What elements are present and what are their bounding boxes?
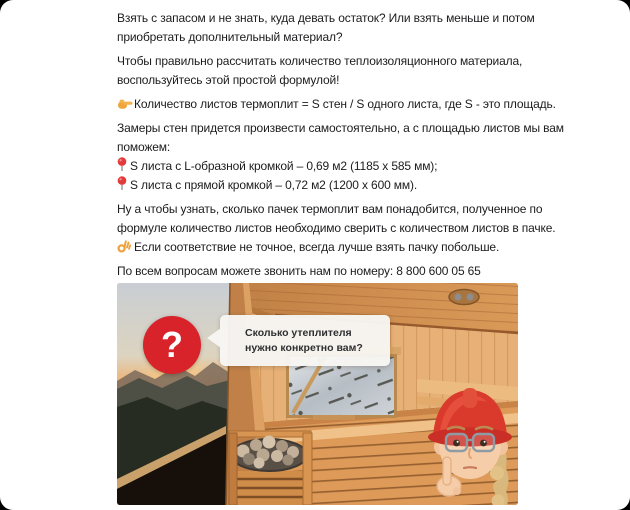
paragraph-formula-intro: [117, 52, 523, 90]
paragraph-measure: [117, 119, 564, 195]
sheet-option: [117, 157, 518, 176]
pointing-right-hand-icon: [117, 97, 133, 110]
question-mark-badge: [143, 316, 201, 374]
sheet-option-text: S листа с L-образной кромкой – 0,69 м2 (1185 x 585 мм);: [130, 159, 438, 173]
sheet-option-text: S листа с прямой кромкой – 0,72 м2 (1200 x 600 мм).: [130, 178, 418, 192]
ceiling-vent: [449, 290, 479, 305]
speech-bubble: [220, 315, 390, 366]
formula-line: [117, 95, 556, 114]
text-line: воспользуйтесь этой простой формулой!: [117, 73, 340, 87]
round-pushpin-icon: [117, 176, 127, 191]
paragraph-intro: [117, 9, 535, 47]
text-line: Взять с запасом и не знать, куда девать остаток? Или взять меньше и потом: [117, 11, 535, 25]
paragraph-formula: [117, 95, 556, 114]
round-pushpin-icon: [117, 157, 127, 172]
ok-hand-icon: [117, 239, 131, 253]
paragraph-packs: [117, 200, 556, 257]
text-line: Замеры стен придется произвести самостоятельно, а с площадью листов мы вам: [117, 121, 564, 135]
text-line: формуле количество листов необходимо сверить с количеством листов в пачке.: [117, 221, 556, 235]
sheet-option: [117, 176, 518, 195]
post-text: [117, 9, 564, 281]
paragraph-contact: [117, 262, 518, 281]
text-line: Чтобы правильно рассчитать количество теплоизоляционного материала,: [117, 54, 523, 68]
advice-text: Если соответствие не точное, всегда лучше взять пачку побольше.: [134, 240, 500, 254]
text-line: поможем:: [117, 140, 171, 154]
advice-line: [117, 238, 518, 257]
contact-line: По всем вопросам можете звонить нам по номеру: 8 800 600 05 65: [117, 264, 481, 278]
speech-bubble-text: Сколько утеплителя нужно конкретно вам?: [245, 327, 363, 354]
question-mark: ?: [161, 324, 183, 365]
formula-text: Количество листов термоплит = S стен / S одного листа, где S - это площадь.: [134, 97, 556, 111]
text-line: приобретать дополнительный материал?: [117, 30, 343, 44]
post-image[interactable]: [117, 283, 518, 505]
text-line: Ну а чтобы узнать, сколько пачек термоплит вам понадобится, полученное по: [117, 202, 543, 216]
